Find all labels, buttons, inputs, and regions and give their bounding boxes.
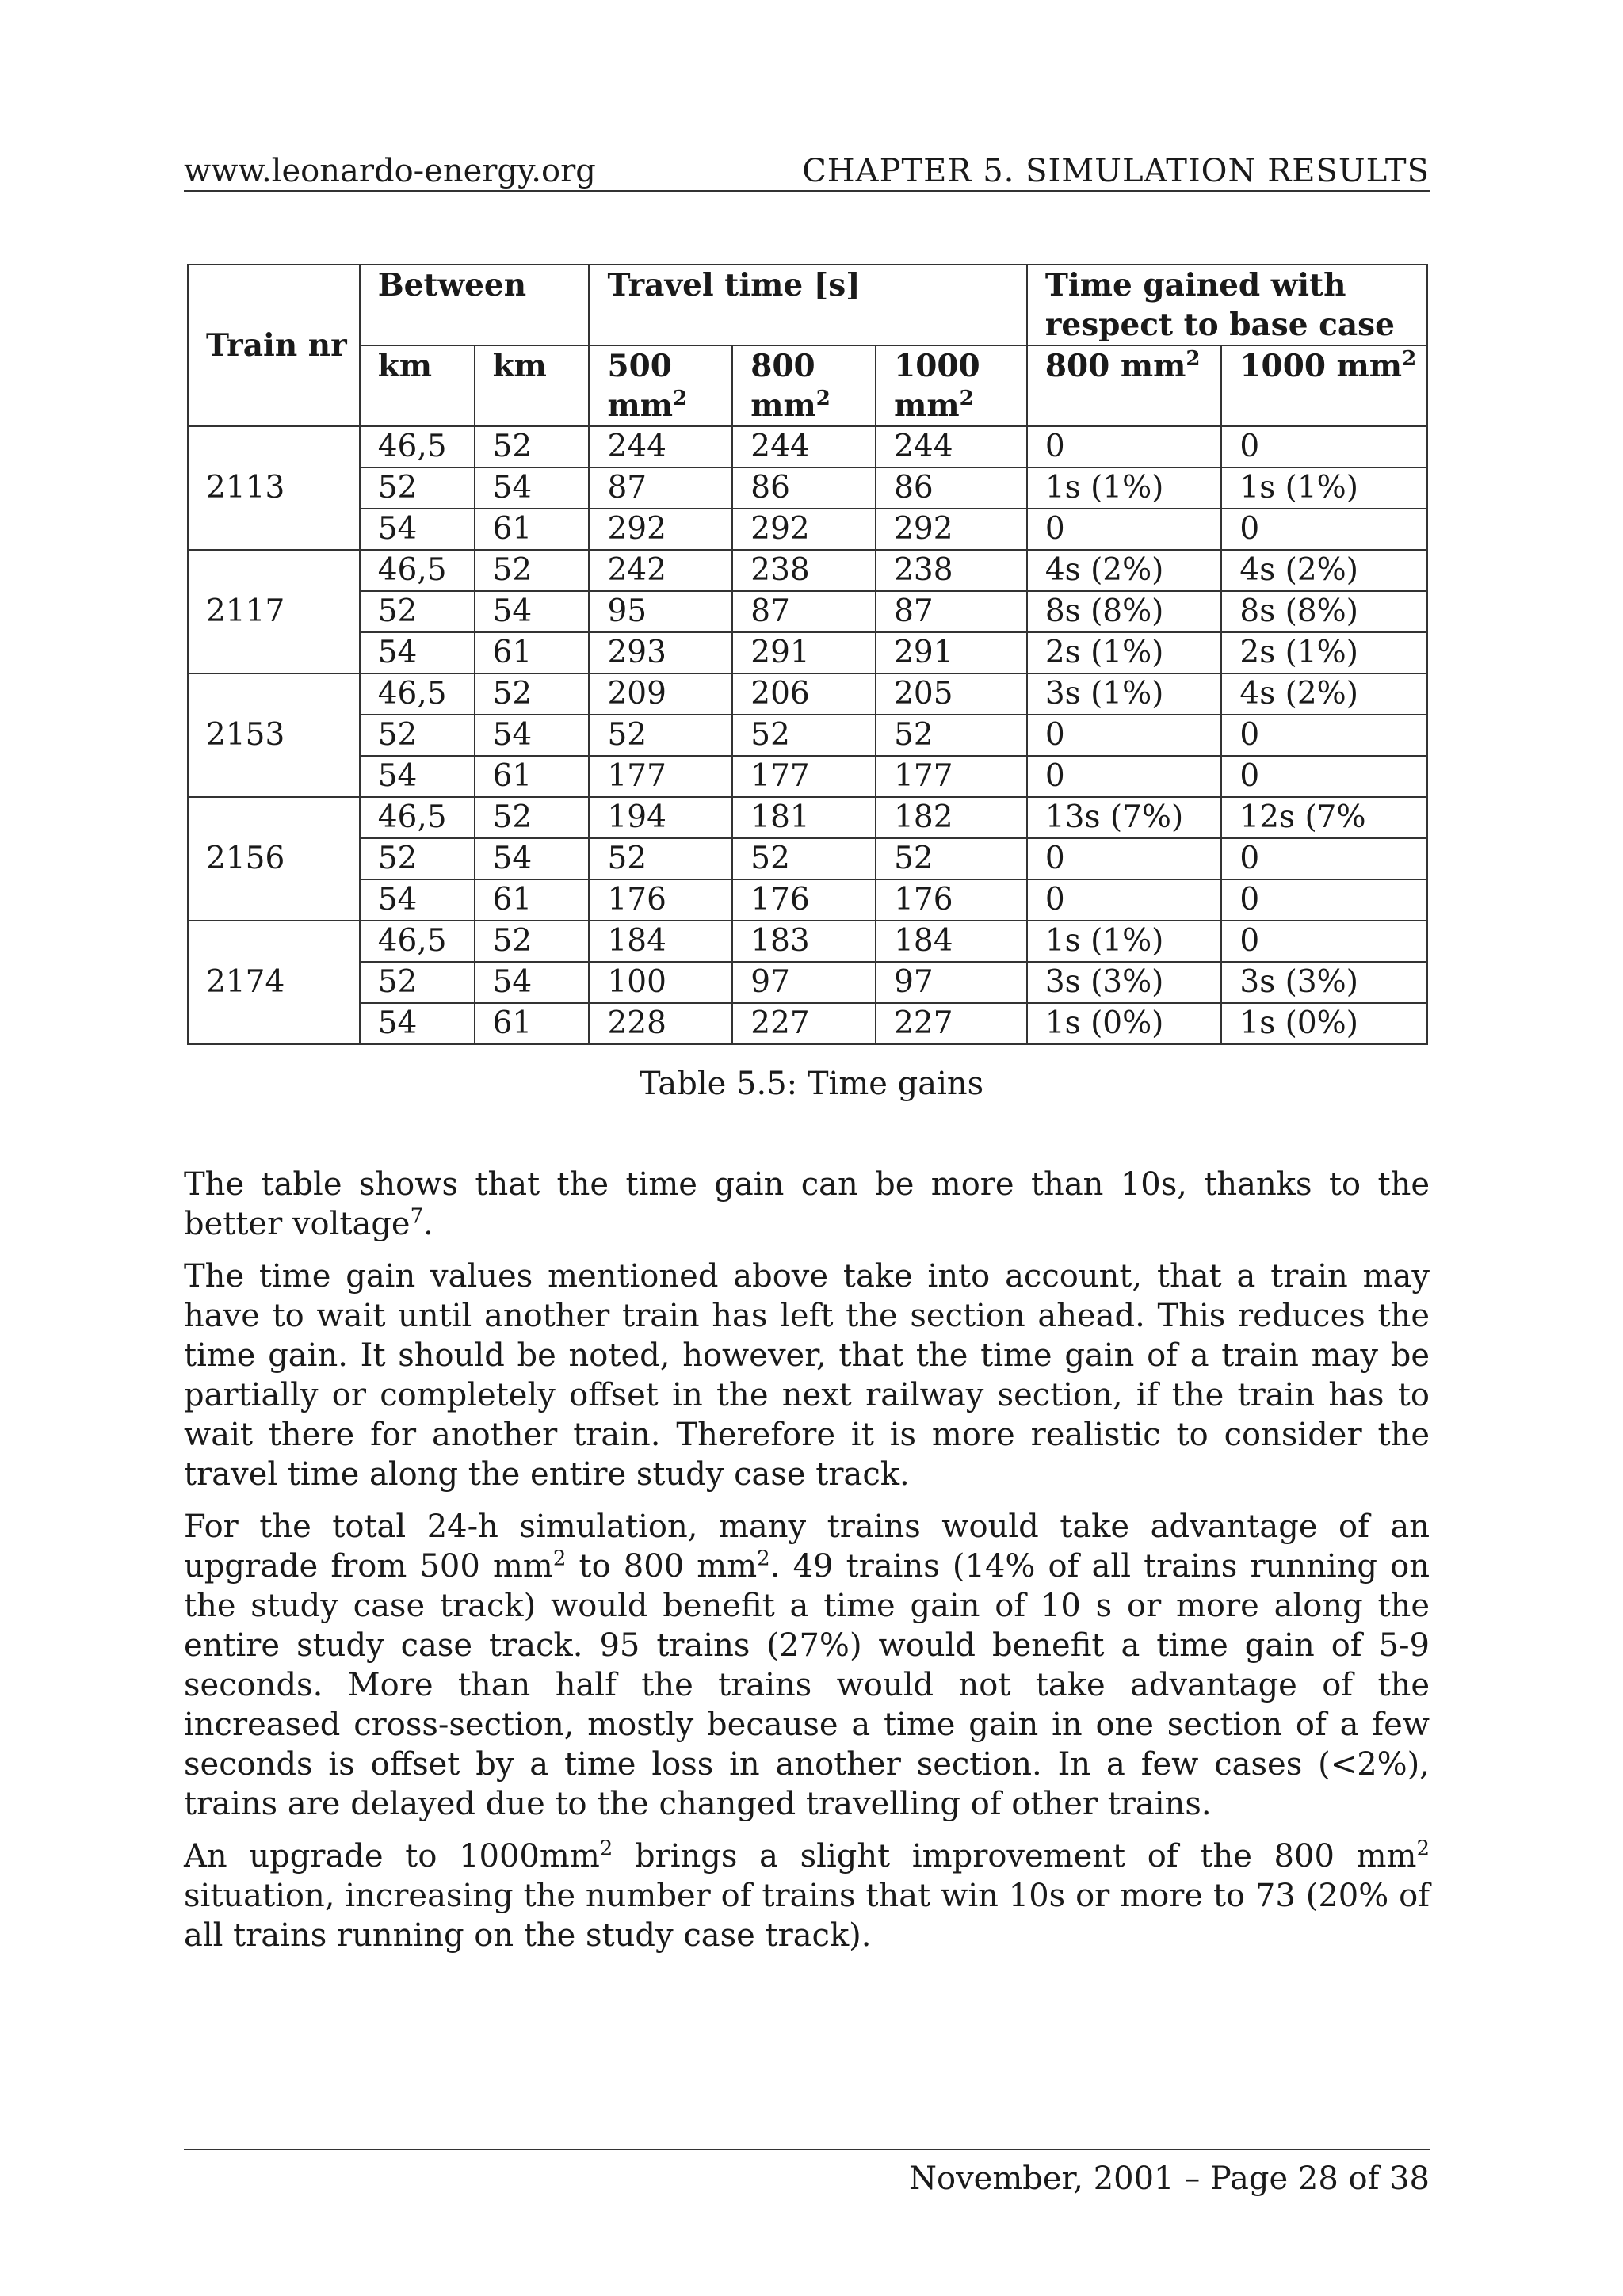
cell-t800: 227 bbox=[732, 1003, 876, 1044]
cell-km-to: 54 bbox=[475, 591, 590, 632]
cell-t800: 183 bbox=[732, 921, 876, 962]
cell-t1000: 52 bbox=[876, 715, 1027, 756]
table-row bbox=[188, 921, 1427, 962]
cell-gain-1000: 2s (1%) bbox=[1221, 632, 1427, 673]
cell-km-to: 61 bbox=[475, 1003, 590, 1044]
cell-km-to: 52 bbox=[475, 426, 590, 467]
cell-gain-800: 8s (8%) bbox=[1027, 591, 1222, 632]
cell-t800: 238 bbox=[732, 550, 876, 591]
cell-t1000: 292 bbox=[876, 509, 1027, 550]
paragraph-3: For the total 24-h simulation, many trains would take advantage of an upgrade from 500 $mm^2$ to 800 $mm^2$. 49 trains (14% of all trains running on the study case track) would benefit a time gain of 10 s or more along the entire study case track. 95 trains (27%) would benefit a time gain of 5-9 seconds. More than half the trains would not take advantage of the increased cross-section, mostly because a time gain in one section of a few seconds is offset by a time loss in another section. In a few cases (<2%), trains are delayed due to the changed travelling of other trains. bbox=[184, 1508, 1430, 1822]
table-row bbox=[188, 962, 1427, 1003]
cell-t800: 244 bbox=[732, 426, 876, 467]
cell-gain-1000: 8s (8%) bbox=[1221, 591, 1427, 632]
cell-gain-1000: 0 bbox=[1221, 756, 1427, 797]
header-train-nr: Train nr bbox=[188, 265, 360, 426]
cell-km-to: 52 bbox=[475, 797, 590, 838]
cell-gain-800: 3s (1%) bbox=[1027, 673, 1222, 715]
table-row bbox=[188, 591, 1427, 632]
cell-km-from: 52 bbox=[360, 467, 475, 509]
cell-km-to: 54 bbox=[475, 838, 590, 879]
cell-km-from: 46,5 bbox=[360, 673, 475, 715]
cell-t1000: 177 bbox=[876, 756, 1027, 797]
cell-gain-1000: 3s (3%) bbox=[1221, 962, 1427, 1003]
paragraph-4: An upgrade to $1000mm^2$ brings a slight improvement of the 800 $mm^2$ situation, increasing the number of trains that win 10s or more to 73 (20% of all trains running on the study case track). bbox=[184, 1836, 1430, 1954]
header-between: Between bbox=[360, 265, 590, 345]
train-number: 2117 bbox=[188, 550, 360, 673]
cell-km-to: 54 bbox=[475, 715, 590, 756]
cell-t1000: 182 bbox=[876, 797, 1027, 838]
cell-gain-1000: 0 bbox=[1221, 715, 1427, 756]
header-travel-time: Travel time [s] bbox=[589, 265, 1026, 345]
cell-gain-1000: 0 bbox=[1221, 426, 1427, 467]
table-row bbox=[188, 1003, 1427, 1044]
cell-gain-800: 1s (0%) bbox=[1027, 1003, 1222, 1044]
page-header bbox=[184, 152, 1430, 192]
page-footer: November, 2001 – Page 28 of 38 bbox=[908, 2161, 1430, 2197]
body-text bbox=[184, 1165, 1430, 1968]
cell-gain-800: 0 bbox=[1027, 838, 1222, 879]
cell-gain-1000: 0 bbox=[1221, 509, 1427, 550]
cell-t800: 97 bbox=[732, 962, 876, 1003]
cell-km-to: 52 bbox=[475, 921, 590, 962]
cell-gain-1000: 4s (2%) bbox=[1221, 673, 1427, 715]
table-row bbox=[188, 467, 1427, 509]
cell-km-to: 61 bbox=[475, 632, 590, 673]
cell-gain-800: 0 bbox=[1027, 715, 1222, 756]
cell-t1000: 238 bbox=[876, 550, 1027, 591]
cell-t500: 177 bbox=[589, 756, 732, 797]
table-row bbox=[188, 509, 1427, 550]
footnote-marker: 7 bbox=[410, 1204, 424, 1229]
cell-gain-1000: 0 bbox=[1221, 879, 1427, 921]
cell-km-from: 46,5 bbox=[360, 550, 475, 591]
header-chapter: CHAPTER 5. SIMULATION RESULTS bbox=[802, 153, 1430, 189]
cell-km-from: 54 bbox=[360, 1003, 475, 1044]
cell-gain-800: 1s (1%) bbox=[1027, 921, 1222, 962]
cell-t500: 95 bbox=[589, 591, 732, 632]
cell-t800: 206 bbox=[732, 673, 876, 715]
cell-t500: 242 bbox=[589, 550, 732, 591]
cell-km-from: 54 bbox=[360, 509, 475, 550]
cell-t800: 291 bbox=[732, 632, 876, 673]
cell-t1000: 52 bbox=[876, 838, 1027, 879]
cell-km-to: 54 bbox=[475, 962, 590, 1003]
train-number: 2174 bbox=[188, 921, 360, 1044]
cell-t800: 177 bbox=[732, 756, 876, 797]
cell-t500: 176 bbox=[589, 879, 732, 921]
table-row bbox=[188, 838, 1427, 879]
cell-gain-800: 0 bbox=[1027, 879, 1222, 921]
cell-t1000: 86 bbox=[876, 467, 1027, 509]
footer-divider bbox=[184, 2149, 1430, 2150]
cell-t800: 87 bbox=[732, 591, 876, 632]
train-number: 2113 bbox=[188, 426, 360, 550]
table-row bbox=[188, 550, 1427, 591]
cell-t1000: 244 bbox=[876, 426, 1027, 467]
cell-gain-1000: 0 bbox=[1221, 838, 1427, 879]
cell-gain-800: 2s (1%) bbox=[1027, 632, 1222, 673]
cell-km-from: 46,5 bbox=[360, 797, 475, 838]
cell-km-from: 46,5 bbox=[360, 426, 475, 467]
cell-t500: 184 bbox=[589, 921, 732, 962]
cell-km-from: 46,5 bbox=[360, 921, 475, 962]
cell-km-to: 61 bbox=[475, 509, 590, 550]
cell-t500: 194 bbox=[589, 797, 732, 838]
cell-km-from: 54 bbox=[360, 879, 475, 921]
cell-km-from: 54 bbox=[360, 756, 475, 797]
cell-t500: 228 bbox=[589, 1003, 732, 1044]
cell-gain-800: 0 bbox=[1027, 756, 1222, 797]
header-km-to: km bbox=[475, 345, 590, 426]
cell-t500: 100 bbox=[589, 962, 732, 1003]
cell-gain-800: 13s (7%) bbox=[1027, 797, 1222, 838]
paragraph-1: The table shows that the time gain can be more than 10s, thanks to the better voltage$^7$. bbox=[184, 1166, 1430, 1242]
cell-gain-1000: 0 bbox=[1221, 921, 1427, 962]
cell-km-to: 61 bbox=[475, 879, 590, 921]
header-gain-1000: 1000 $mm^2$ bbox=[1221, 345, 1427, 426]
cell-gain-1000: 1s (0%) bbox=[1221, 1003, 1427, 1044]
cell-km-to: 52 bbox=[475, 550, 590, 591]
cell-t1000: 184 bbox=[876, 921, 1027, 962]
cell-t500: 292 bbox=[589, 509, 732, 550]
cell-km-from: 52 bbox=[360, 591, 475, 632]
header-time-gained: Time gained with respect to base case bbox=[1027, 265, 1427, 345]
table-row bbox=[188, 715, 1427, 756]
header-website: www.leonardo-energy.org bbox=[184, 153, 596, 189]
cell-gain-1000: 12s (7% bbox=[1221, 797, 1427, 838]
cell-t1000: 97 bbox=[876, 962, 1027, 1003]
cell-t500: 209 bbox=[589, 673, 732, 715]
cell-t1000: 87 bbox=[876, 591, 1027, 632]
cell-t800: 52 bbox=[732, 838, 876, 879]
cell-t800: 176 bbox=[732, 879, 876, 921]
cell-t800: 292 bbox=[732, 509, 876, 550]
time-gains-table bbox=[187, 264, 1428, 1045]
cell-km-to: 52 bbox=[475, 673, 590, 715]
cell-t800: 181 bbox=[732, 797, 876, 838]
table-caption: Table 5.5: Time gains bbox=[639, 1066, 984, 1102]
table-row bbox=[188, 756, 1427, 797]
table-row bbox=[188, 879, 1427, 921]
cell-km-from: 52 bbox=[360, 838, 475, 879]
cell-t500: 293 bbox=[589, 632, 732, 673]
table-row bbox=[188, 673, 1427, 715]
header-km-from: km bbox=[360, 345, 475, 426]
cell-t1000: 291 bbox=[876, 632, 1027, 673]
cell-km-to: 61 bbox=[475, 756, 590, 797]
header-500: 500 $mm^2$ bbox=[589, 345, 732, 426]
table-row bbox=[188, 426, 1427, 467]
cell-t1000: 205 bbox=[876, 673, 1027, 715]
cell-t500: 52 bbox=[589, 838, 732, 879]
cell-t500: 244 bbox=[589, 426, 732, 467]
cell-gain-800: 0 bbox=[1027, 509, 1222, 550]
header-gain-800: 800 $mm^2$ bbox=[1027, 345, 1222, 426]
cell-km-from: 52 bbox=[360, 962, 475, 1003]
cell-gain-800: 4s (2%) bbox=[1027, 550, 1222, 591]
train-number: 2153 bbox=[188, 673, 360, 797]
cell-km-from: 52 bbox=[360, 715, 475, 756]
cell-t1000: 227 bbox=[876, 1003, 1027, 1044]
cell-gain-1000: 1s (1%) bbox=[1221, 467, 1427, 509]
header-1000: 1000 $mm^2$ bbox=[876, 345, 1027, 426]
paragraph-2: The time gain values mentioned above take into account, that a train may have to wait until another train has left the section ahead. This reduces the time gain. It should be noted, however, that the time gain of a train may be partially or completely offset in the next railway section, if the train has to wait there for another train. Therefore it is more realistic to consider the travel time along the entire study case track. bbox=[184, 1258, 1430, 1493]
cell-km-from: 54 bbox=[360, 632, 475, 673]
cell-gain-800: 3s (3%) bbox=[1027, 962, 1222, 1003]
cell-gain-800: 1s (1%) bbox=[1027, 467, 1222, 509]
table-row bbox=[188, 797, 1427, 838]
cell-km-to: 54 bbox=[475, 467, 590, 509]
train-number: 2156 bbox=[188, 797, 360, 921]
cell-t500: 52 bbox=[589, 715, 732, 756]
table-row bbox=[188, 632, 1427, 673]
cell-t500: 87 bbox=[589, 467, 732, 509]
header-800: 800 $mm^2$ bbox=[732, 345, 876, 426]
cell-gain-800: 0 bbox=[1027, 426, 1222, 467]
cell-gain-1000: 4s (2%) bbox=[1221, 550, 1427, 591]
cell-t1000: 176 bbox=[876, 879, 1027, 921]
cell-t800: 86 bbox=[732, 467, 876, 509]
cell-t800: 52 bbox=[732, 715, 876, 756]
